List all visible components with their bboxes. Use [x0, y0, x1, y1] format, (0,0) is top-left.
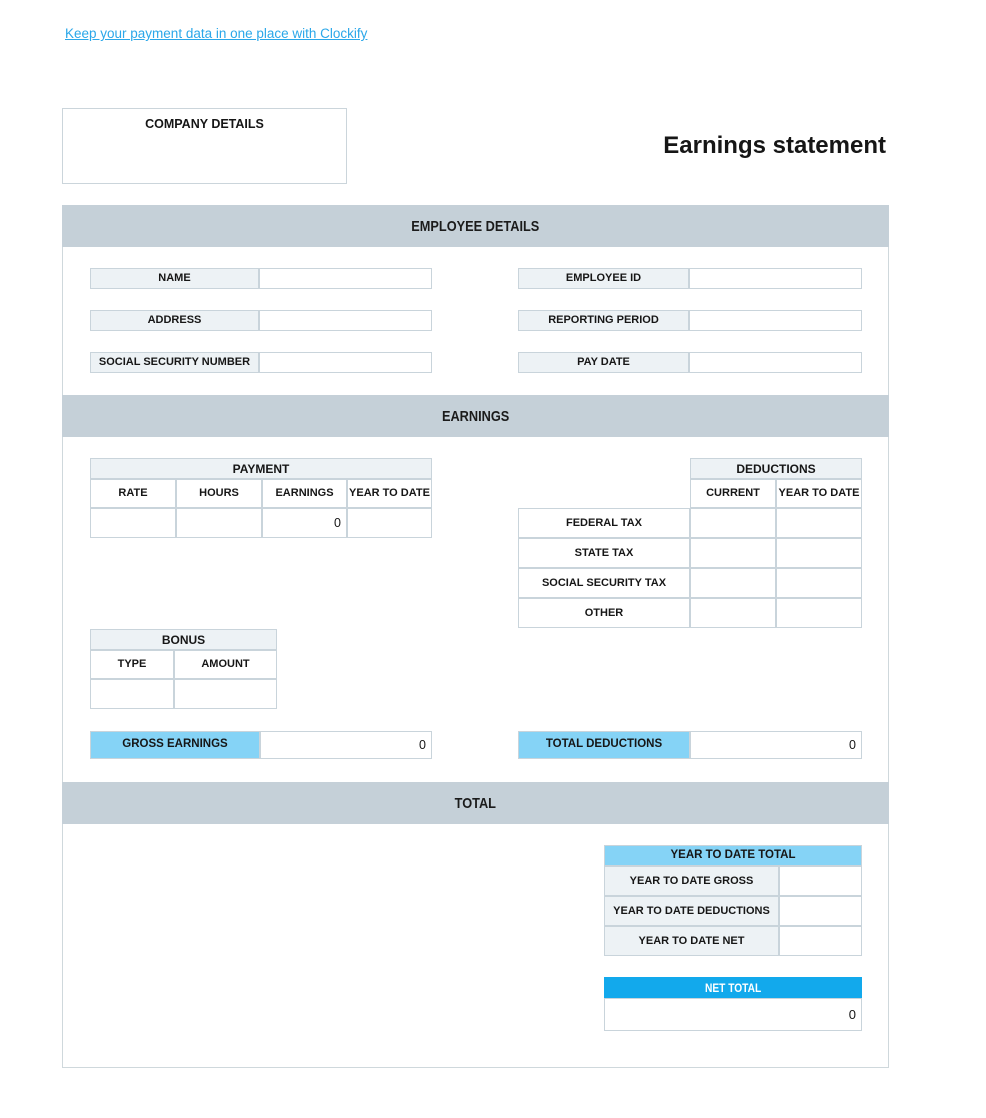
payment-rate-cell[interactable]	[90, 508, 176, 538]
social-security-tax-ytd-cell[interactable]	[776, 568, 862, 598]
payment-hours-cell[interactable]	[176, 508, 262, 538]
pay-date-label: PAY DATE	[518, 352, 689, 373]
bonus-col-type: TYPE	[90, 650, 174, 679]
section-bar-earnings	[62, 395, 889, 437]
employee-details-title: EMPLOYEE DETAILS	[411, 217, 540, 235]
employee-id-field[interactable]	[689, 268, 862, 289]
ytd-deductions-value[interactable]	[779, 896, 862, 926]
bonus-col-amount: AMOUNT	[174, 650, 277, 679]
state-tax-current-cell[interactable]	[690, 538, 776, 568]
company-details-title: COMPANY DETAILS	[145, 117, 264, 131]
ytd-gross-label: YEAR TO DATE GROSS	[604, 866, 779, 896]
net-total-title-text: NET TOTAL	[704, 980, 762, 995]
net-total-value[interactable]: 0	[604, 998, 862, 1031]
ytd-deductions-label: YEAR TO DATE DEDUCTIONS	[604, 896, 779, 926]
ssn-field[interactable]	[259, 352, 432, 373]
other-deduction-ytd-cell[interactable]	[776, 598, 862, 628]
pay-date-field[interactable]	[689, 352, 862, 373]
deductions-table-title: DEDUCTIONS	[690, 458, 862, 479]
payment-col-earnings: EARNINGS	[262, 479, 347, 508]
reporting-period-field[interactable]	[689, 310, 862, 331]
address-field[interactable]	[259, 310, 432, 331]
payment-col-year-to-date: YEAR TO DATE	[347, 479, 432, 508]
ssn-label: SOCIAL SECURITY NUMBER	[90, 352, 259, 373]
section-bar-employee-details	[62, 205, 889, 247]
state-tax-label: STATE TAX	[518, 538, 690, 568]
name-label: NAME	[90, 268, 259, 289]
bonus-amount-cell[interactable]	[174, 679, 277, 709]
social-security-tax-label: SOCIAL SECURITY TAX	[518, 568, 690, 598]
page-title: Earnings statement	[663, 132, 886, 159]
net-total-title	[604, 977, 862, 998]
payment-table-title: PAYMENT	[90, 458, 432, 479]
gross-earnings-value[interactable]: 0	[260, 731, 432, 759]
other-deduction-label: OTHER	[518, 598, 690, 628]
total-deductions-label: TOTAL DEDUCTIONS	[518, 731, 690, 759]
section-bar-total	[62, 782, 889, 824]
employee-id-label: EMPLOYEE ID	[518, 268, 689, 289]
address-label: ADDRESS	[90, 310, 259, 331]
federal-tax-ytd-cell[interactable]	[776, 508, 862, 538]
clockify-promo-link[interactable]: Keep your payment data in one place with Clockify	[65, 26, 368, 41]
deductions-col-year-to-date: YEAR TO DATE	[776, 479, 862, 508]
earnings-title: EARNINGS	[441, 407, 510, 425]
name-field[interactable]	[259, 268, 432, 289]
company-details-box[interactable]	[62, 108, 347, 184]
gross-earnings-label: GROSS EARNINGS	[90, 731, 260, 759]
bonus-type-cell[interactable]	[90, 679, 174, 709]
payment-ytd-cell[interactable]	[347, 508, 432, 538]
total-deductions-value[interactable]: 0	[690, 731, 862, 759]
ytd-net-value[interactable]	[779, 926, 862, 956]
federal-tax-current-cell[interactable]	[690, 508, 776, 538]
payment-earnings-cell[interactable]: 0	[262, 508, 347, 538]
federal-tax-label: FEDERAL TAX	[518, 508, 690, 538]
reporting-period-label: REPORTING PERIOD	[518, 310, 689, 331]
ytd-net-label: YEAR TO DATE NET	[604, 926, 779, 956]
payment-col-rate: RATE	[90, 479, 176, 508]
ytd-total-title: YEAR TO DATE TOTAL	[604, 845, 862, 866]
payment-col-hours: HOURS	[176, 479, 262, 508]
state-tax-ytd-cell[interactable]	[776, 538, 862, 568]
social-security-tax-current-cell[interactable]	[690, 568, 776, 598]
other-deduction-current-cell[interactable]	[690, 598, 776, 628]
bonus-table-title: BONUS	[90, 629, 277, 650]
total-title: TOTAL	[454, 794, 497, 812]
deductions-col-current: CURRENT	[690, 479, 776, 508]
ytd-gross-value[interactable]	[779, 866, 862, 896]
